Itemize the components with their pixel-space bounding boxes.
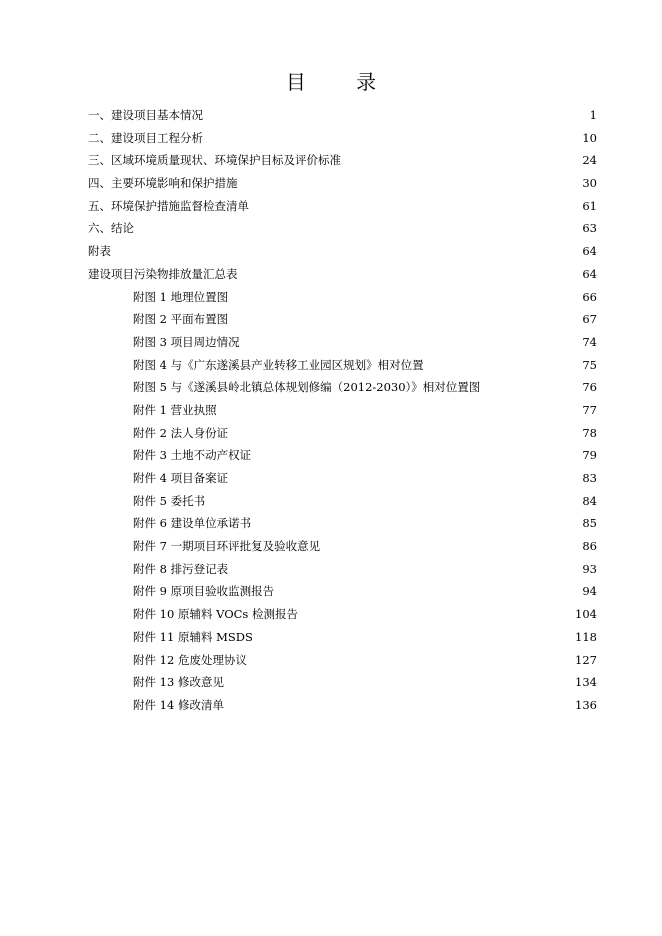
toc-entry[interactable] bbox=[0, 694, 662, 717]
toc-entry-page-number: 24 bbox=[582, 153, 597, 168]
toc-entry[interactable] bbox=[0, 490, 662, 513]
toc-entry-page-number: 64 bbox=[582, 244, 597, 259]
toc-entry-page-number: 127 bbox=[575, 652, 597, 667]
toc-entry-page-number: 77 bbox=[582, 402, 597, 417]
toc-entry-label[interactable]: 一、建设项目基本情况 bbox=[88, 108, 203, 122]
toc-entry[interactable] bbox=[0, 354, 662, 377]
toc-entry-label[interactable]: 附件 4 项目备案证 bbox=[133, 471, 229, 485]
toc-entry-label[interactable]: 附件 13 修改意见 bbox=[133, 675, 224, 690]
table-of-contents bbox=[0, 104, 662, 717]
toc-entry-label[interactable]: 四、主要环境影响和保护措施 bbox=[88, 176, 238, 191]
toc-entry-page-number: 1 bbox=[589, 108, 597, 122]
toc-entry-page-number: 61 bbox=[582, 198, 597, 213]
toc-entry-label[interactable]: 附件 11 原辅料 MSDS bbox=[133, 629, 253, 644]
toc-entry[interactable] bbox=[0, 558, 662, 581]
toc-entry-page-number: 67 bbox=[582, 312, 597, 327]
toc-entry-page-number: 79 bbox=[582, 448, 597, 463]
toc-entry-page-number: 118 bbox=[575, 629, 597, 644]
toc-entry-label[interactable]: 附件 14 修改清单 bbox=[133, 697, 224, 712]
toc-entry-label[interactable]: 附件 3 土地不动产权证 bbox=[133, 448, 252, 463]
toc-entry-label[interactable]: 附件 1 营业执照 bbox=[133, 402, 217, 417]
toc-entry[interactable] bbox=[0, 580, 662, 603]
toc-entry-page-number: 83 bbox=[582, 471, 597, 485]
toc-entry[interactable] bbox=[0, 671, 662, 694]
toc-entry-label[interactable]: 附件 7 一期项目环评批复及验收意见 bbox=[133, 539, 321, 554]
toc-entry-page-number: 134 bbox=[575, 675, 597, 690]
toc-entry-label[interactable]: 六、结论 bbox=[88, 221, 134, 236]
toc-entry-page-number: 104 bbox=[575, 607, 597, 622]
toc-entry-label[interactable]: 附图 2 平面布置图 bbox=[133, 312, 229, 327]
toc-entry-page-number: 94 bbox=[582, 584, 597, 599]
toc-entry[interactable] bbox=[0, 331, 662, 354]
toc-entry[interactable] bbox=[0, 535, 662, 558]
toc-entry-label[interactable]: 建设项目污染物排放量汇总表 bbox=[88, 266, 238, 281]
toc-entry-page-number: 30 bbox=[582, 176, 597, 191]
toc-entry[interactable] bbox=[0, 195, 662, 218]
toc-entry-label[interactable]: 附图 5 与《遂溪县岭北镇总体规划修编（2012-2030）》相对位置图 bbox=[133, 380, 481, 395]
toc-entry-label[interactable]: 附件 9 原项目验收监测报告 bbox=[133, 584, 275, 599]
toc-entry[interactable] bbox=[0, 376, 662, 399]
toc-entry[interactable] bbox=[0, 308, 662, 331]
toc-entry-label[interactable]: 附件 2 法人身份证 bbox=[133, 425, 229, 440]
toc-entry-page-number: 75 bbox=[582, 357, 597, 372]
toc-entry-label[interactable]: 附图 3 项目周边情况 bbox=[133, 334, 240, 349]
toc-entry-page-number: 76 bbox=[582, 380, 597, 395]
toc-entry-label[interactable]: 附表 bbox=[88, 244, 111, 259]
toc-entry-page-number: 78 bbox=[582, 425, 597, 440]
toc-entry[interactable] bbox=[0, 467, 662, 490]
toc-entry-label[interactable]: 附件 8 排污登记表 bbox=[133, 561, 229, 576]
toc-entry-label[interactable]: 附件 5 委托书 bbox=[133, 493, 206, 508]
toc-entry-label[interactable]: 附图 1 地理位置图 bbox=[133, 289, 229, 304]
toc-entry[interactable] bbox=[0, 626, 662, 649]
toc-entry-label[interactable]: 附件 12 危废处理协议 bbox=[133, 652, 247, 667]
toc-entry[interactable] bbox=[0, 603, 662, 626]
toc-entry[interactable] bbox=[0, 512, 662, 535]
toc-entry-page-number: 64 bbox=[582, 266, 597, 281]
toc-entry-page-number: 74 bbox=[582, 334, 597, 349]
toc-entry[interactable] bbox=[0, 444, 662, 467]
toc-entry-label[interactable]: 附图 4 与《广东遂溪县产业转移工业园区规划》相对位置 bbox=[133, 357, 424, 372]
toc-entry-page-number: 86 bbox=[582, 539, 597, 554]
toc-entry-label[interactable]: 附件 10 原辅料 VOCs 检测报告 bbox=[133, 607, 298, 622]
toc-entry[interactable] bbox=[0, 149, 662, 172]
toc-entry[interactable] bbox=[0, 422, 662, 445]
toc-entry[interactable] bbox=[0, 286, 662, 309]
toc-entry-page-number: 136 bbox=[575, 697, 597, 712]
toc-entry[interactable] bbox=[0, 127, 662, 150]
toc-entry[interactable] bbox=[0, 217, 662, 240]
toc-entry-page-number: 63 bbox=[582, 221, 597, 236]
toc-entry-page-number: 93 bbox=[582, 561, 597, 576]
toc-entry-label[interactable]: 二、建设项目工程分析 bbox=[88, 130, 203, 145]
toc-entry-page-number: 85 bbox=[582, 516, 597, 531]
toc-entry-label[interactable]: 附件 6 建设单位承诺书 bbox=[133, 516, 252, 531]
toc-entry-label[interactable]: 三、区域环境质量现状、环境保护目标及评价标准 bbox=[88, 153, 341, 168]
toc-entry[interactable] bbox=[0, 172, 662, 195]
toc-entry-page-number: 84 bbox=[582, 493, 597, 508]
toc-entry[interactable] bbox=[0, 263, 662, 286]
toc-entry[interactable] bbox=[0, 240, 662, 263]
toc-entry[interactable] bbox=[0, 104, 662, 127]
toc-entry-label[interactable]: 五、环境保护措施监督检查清单 bbox=[88, 198, 249, 213]
toc-entry[interactable] bbox=[0, 399, 662, 422]
toc-entry-page-number: 10 bbox=[582, 130, 597, 145]
page-title: 目 录 bbox=[285, 70, 399, 94]
toc-entry-page-number: 66 bbox=[582, 289, 597, 304]
toc-entry[interactable] bbox=[0, 649, 662, 672]
